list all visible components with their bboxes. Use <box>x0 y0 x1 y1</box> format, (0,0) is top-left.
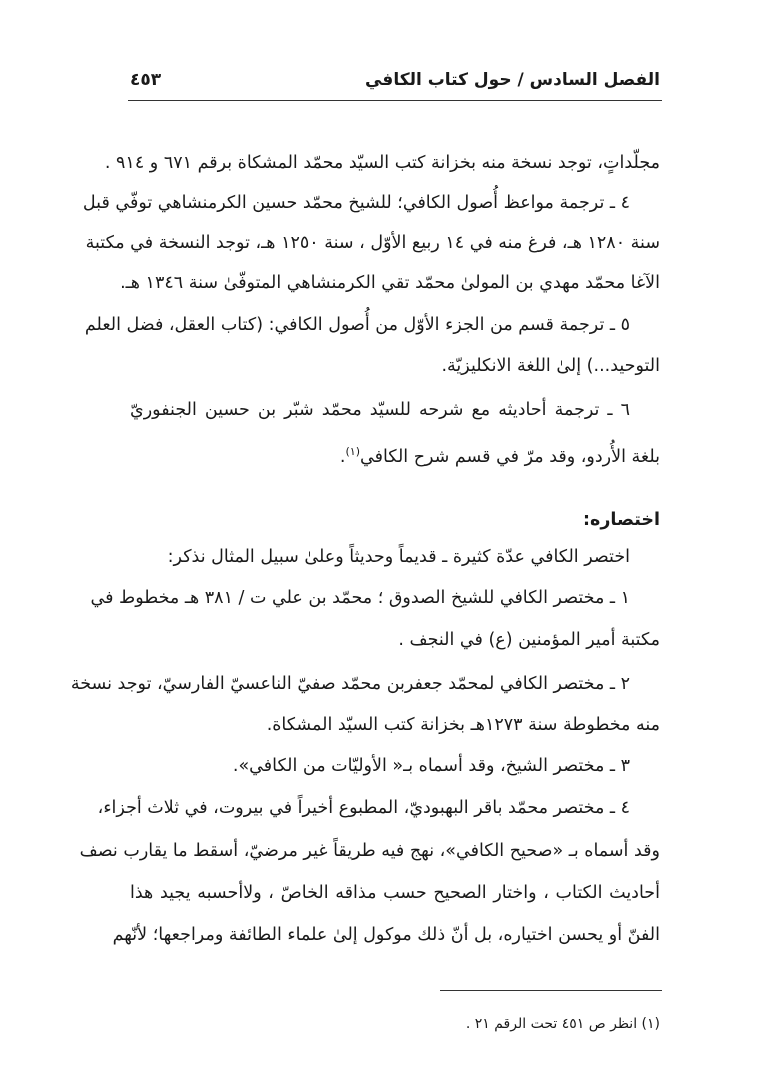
text-line: وقد أسماه بـ «صحيح الكافي»، نهج فيه طريقاً غير مرضيّ، أسقط ما يقارب نصف <box>79 841 660 861</box>
line-text: بلغة الأُردو، وقد مرّ في قسم شرح الكافي <box>360 446 660 467</box>
text-line: الفنّ أو يحسن اختياره، بل أنّ ذلك موكول إلىٰ علماء الطائفة ومراجعها؛ لأنّهم <box>112 925 660 945</box>
text-line: مجلّداتٍ، توجد نسخة منه بخزانة كتب السيّد محمّد المشكاة برقم ٦٧١ و ٩١٤ . <box>104 153 660 173</box>
text-line <box>130 437 660 467</box>
footnote-marker[interactable]: (١) <box>345 445 361 458</box>
section-heading: اختصاره: <box>583 510 660 530</box>
text-line: مكتبة أمير المؤمنين (ع) في النجف . <box>398 630 660 650</box>
footnote: (١) انظر ص ٤٥١ تحت الرقم ٢١ . <box>465 1016 660 1032</box>
text-line: ١ ـ مختصر الكافي للشيخ الصدوق ؛ محمّد بن علي ت / ٣٨١ هـ مخطوط في <box>90 588 630 608</box>
text-line: ٤ ـ مختصر محمّد باقر البهبوديّ، المطبوع أخيراً في بيروت، في ثلاث أجزاء، <box>97 798 630 818</box>
text-line: ٤ ـ ترجمة مواعظ أُصول الكافي؛ للشيخ محمّد حسين الكرمنشاهي توفّي قبل <box>82 193 630 213</box>
header-rule <box>128 100 662 101</box>
text-line: ٦ ـ ترجمة أحاديثه مع شرحه للسيّد محمّد شبّر بن حسين الجنفوريّ <box>130 400 630 420</box>
text-line: منه مخطوطة سنة ١٢٧٣هـ بخزانة كتب السيّد المشكاة. <box>266 715 660 735</box>
text-line: ٥ ـ ترجمة قسم من الجزء الأوّل من أُصول الكافي: (كتاب العقل، فضل العلم <box>84 315 630 335</box>
footnote-rule <box>440 990 662 991</box>
text-line: أحاديث الكتاب ، واختار الصحيح حسب مذاقه الخاصّ ، ولاأحسبه يجيد هذا <box>130 883 660 903</box>
page-number: ٤٥٣ <box>130 70 162 90</box>
text-line: ٢ ـ مختصر الكافي لمحمّد جعفربن محمّد صفيّ الناعسيّ الفارسيّ، توجد نسخة <box>70 674 630 694</box>
text-line: اختصر الكافي عدّة كثيرة ـ قديماً وحديثاً وعلىٰ سبيل المثال نذكر: <box>167 547 630 567</box>
text-line: التوحيد...) إلىٰ اللغة الانكليزيّة. <box>441 356 660 376</box>
text-line: ٣ ـ مختصر الشيخ، وقد أسماه بـ« الأوليّات من الكافي». <box>232 756 630 776</box>
chapter-title: الفصل السادس / حول كتاب الكافي <box>364 70 660 90</box>
line-end: . <box>339 446 346 467</box>
text-line: الآغا محمّد مهدي بن المولىٰ محمّد تقي الكرمنشاهي المتوفّىٰ سنة ١٣٤٦ هـ. <box>120 273 660 293</box>
text-line: سنة ١٢٨٠ هـ، فرغ منه في ١٤ ربيع الأوّل ، سنة ١٢٥٠ هـ، توجد النسخة في مكتبة <box>85 233 660 253</box>
running-header <box>130 66 660 96</box>
